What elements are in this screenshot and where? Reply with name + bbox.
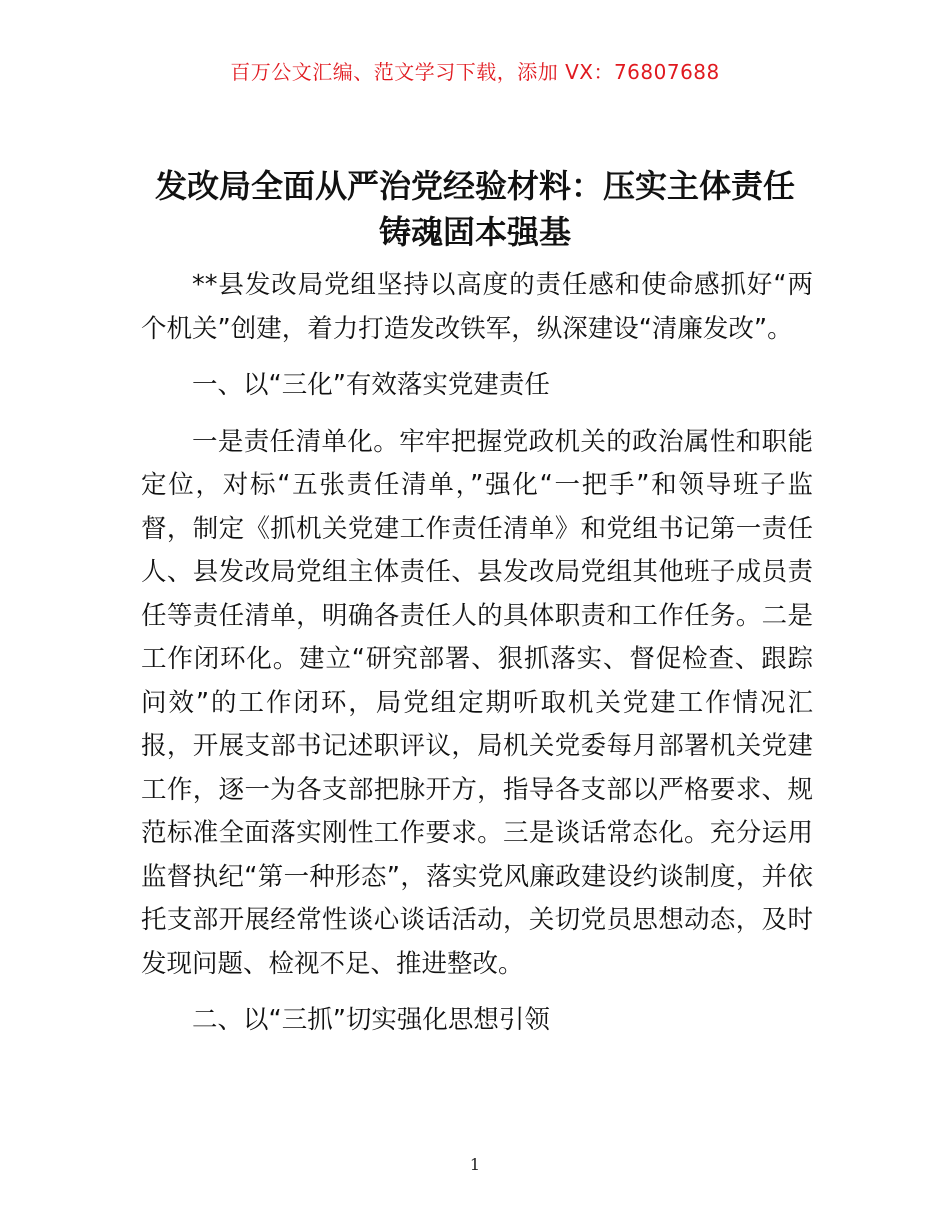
title-line-1: 发改局全面从严治党经验材料：压实主体责任 xyxy=(154,167,795,205)
page-number: 1 xyxy=(469,1155,481,1174)
section-1-body: 一是责任清单化。牢牢把握党政机关的政治属性和职能定位，对标“五张责任清单，”强化“一把手”和领导班子监督，制定《抓机关党建工作责任清单》和党组书记第一责任人、县发改局党组主体责任、县发改局党组其他班子成员责任等责任清单，明确各责任人的具体职责和工作任务。二是工作闭环化。建立“研究部署、狠抓落实、督促检查、跟踪问效”的工作闭环，局党组定期听取机关党建工作情况汇报，开展支部书记述职评议，局机关党委每月部署机关党建工作，逐一为各支部把脉开方，指导各支部以严格要求、规范标准全面落实刚性工作要求。三是谈话常态化。充分运用监督执纪“第一种形态”，落实党风廉政建设约谈制度，并依托支部开展经常性谈心谈话活动，关切党员思想动态，及时发现问题、检视不足、推进整改。 xyxy=(141,426,813,979)
section-heading-1: 一、以“三化”有效落实党建责任 xyxy=(192,370,550,400)
section-heading-2: 二、以“三抓”切实强化思想引领 xyxy=(192,1005,550,1035)
promo-header-note: 百万公文汇编、范文学习下载，添加 VX：76807688 xyxy=(230,60,720,84)
document-body xyxy=(141,264,813,1043)
document-title xyxy=(100,163,850,255)
intro-paragraph: **县发改局党组坚持以高度的责任感和使命感抓好“两个机关”创建，着力打造发改铁军，纵深建设“清廉发改”。 xyxy=(141,270,813,344)
title-line-2: 铸魂固本强基 xyxy=(378,213,571,251)
